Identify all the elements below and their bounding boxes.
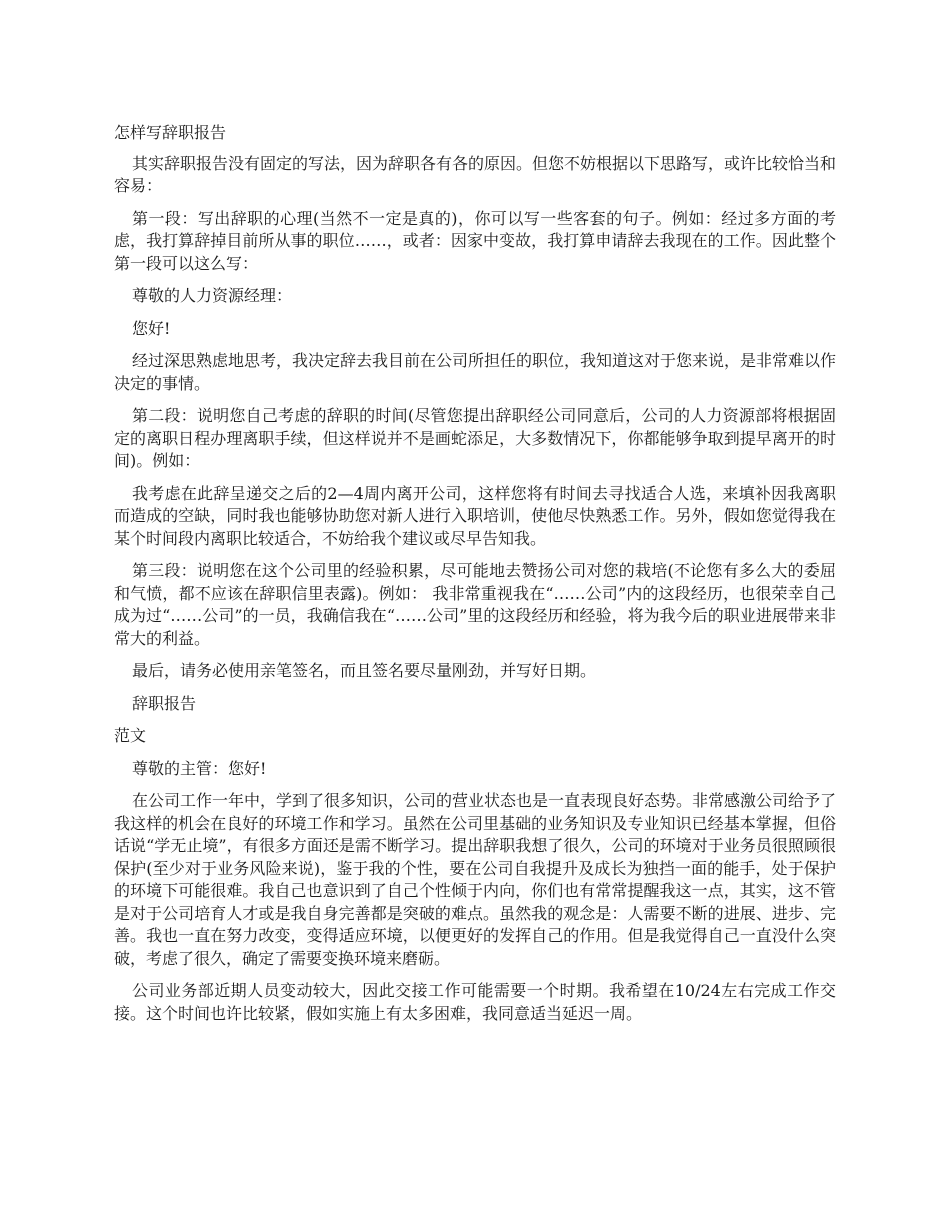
sample-handover-paragraph: 公司业务部近期人员变动较大，因此交接工作可能需要一个时期。我希望在10/24左右完成工作交接。这个时间也许比较紧，假如实施上有太多困难，我同意适当延迟一周。 bbox=[114, 981, 836, 1023]
paragraph-greeting: 您好! bbox=[132, 318, 171, 338]
paragraph-signature-note: 最后，请务必使用亲笔签名，而且签名要尽量刚劲，并写好日期。 bbox=[132, 661, 597, 680]
paragraph-decision: 经过深思熟虑地思考，我决定辞去我目前在公司所担任的职位，我知道这对于您来说，是非常难以作决定的事情。 bbox=[114, 351, 837, 393]
paragraph-intro: 其实辞职报告没有固定的写法，因为辞职各有各的原因。但您不妨根据以下思路写，或许比较恰当和容易： bbox=[114, 153, 837, 195]
document-page bbox=[114, 122, 836, 1035]
sample-salutation: 尊敬的主管：您好! bbox=[132, 758, 267, 778]
paragraph-timing-example: 我考虑在此辞呈递交之后的2—4周内离开公司，这样您将有时间去寻找适合人选，来填补因我离职而造成的空缺，同时我也能够协助您对新人进行入职培训，使他尽快熟悉工作。另外，假如您觉得我在某个时间段内离职比较适合，不妨给我个建议或尽早告知我。 bbox=[114, 483, 836, 548]
paragraph-third-section: 第三段：说明您在这个公司里的经验积累，尽可能地去赞扬公司对您的栽培(不论您有多么大的委屈和气愤，都不应该在辞职信里表露)。例如： 我非常重视我在“……公司”内的这段经历，也很荣幸自己成为过“……公司”的一员，我确信我在“……公司”里的这段经历和经验，将为我今后的职业进展带来非常大的利益。 bbox=[114, 561, 836, 648]
paragraph-first-section: 第一段：写出辞职的心理(当然不一定是真的)，你可以写一些客套的句子。例如：经过多方面的考虑，我打算辞掉目前所从事的职位……，或者：因家中变故，我打算申请辞去我现在的工作。因此整个第一段可以这么写： bbox=[114, 208, 836, 273]
paragraph-report-label: 辞职报告 bbox=[132, 693, 197, 713]
paragraph-second-section: 第二段：说明您自己考虑的辞职的时间(尽管您提出辞职经公司同意后，公司的人力资源部将根据固定的离职日程办理离职手续，但这样说并不是画蛇添足，大多数情况下，你都能够争取到提早离开的时间)。例如： bbox=[114, 406, 836, 470]
document-title: 怎样写辞职报告 bbox=[114, 123, 227, 142]
paragraph-salutation: 尊敬的人力资源经理： bbox=[132, 286, 293, 305]
section-label-sample: 范文 bbox=[114, 726, 147, 745]
sample-body-paragraph: 在公司工作一年中，学到了很多知识，公司的营业状态也是一直表现良好态势。非常感激公司给予了我这样的机会在良好的环境工作和学习。虽然在公司里基础的业务知识及专业知识已经基本掌握，但俗话说“学无止境”，有很多方面还是需不断学习。提出辞职我想了很久，公司的环境对于业务员很照顾很保护(至少对于业务风险来说)，鉴于我的个性，要在公司自我提升及成长为独挡一面的能手，处于保护的环境下可能很难。我自己也意识到了自己个性倾于内向，你们也有常常提醒我这一点，其实，这不管是对于公司培育人才或是我自身完善都是突破的难点。虽然我的观念是：人需要不断的进展、进步、完善。我也一直在努力改变，变得适应环境，以便更好的发挥自己的作用。但是我觉得自己一直没什么突破，考虑了很久，确定了需要变换环境来磨砺。 bbox=[114, 791, 837, 968]
